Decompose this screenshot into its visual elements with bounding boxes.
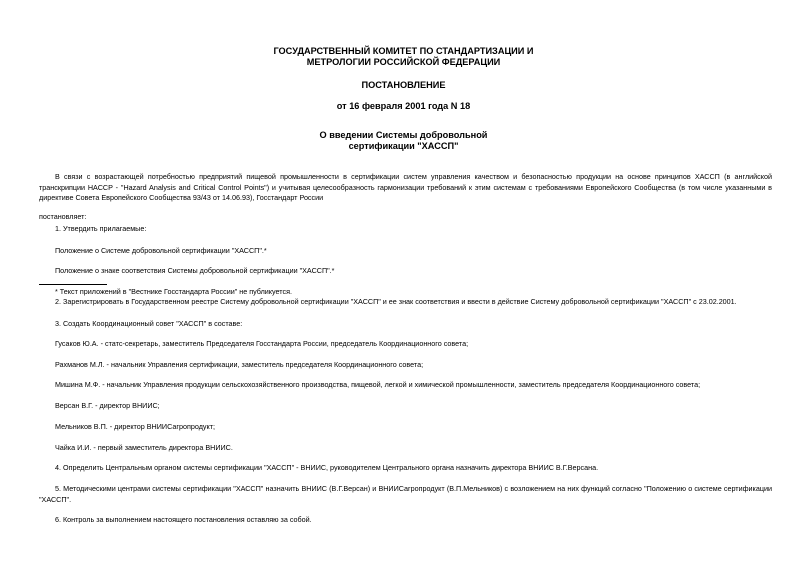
council-member: Мишина М.Ф. - начальник Управления продукции сельскохозяйственного производства, пищевой, легкой и химической промышленности, заместитель председателя Координационного совета;: [55, 380, 701, 389]
preamble-paragraph: В связи с возрастающей потребностью предприятий пищевой промышленности в сертификации систем управления качеством и безопасностью продукции на основе принципов ХАССП (в английской транскрипции НАССР - "Hazard Analysis and Critical Control Points") и учитывая целесообразность гармонизации требований к этим системам с требованиями Европейского Сообщества (в том числе указанными в директиве Совета Европейского Сообщества 93/43 от 14.06.93), Госстандарт России: [39, 172, 772, 202]
doc-type-heading: ПОСТАНОВЛЕНИЕ: [361, 80, 446, 90]
item-6: 6. Контроль за выполнением настоящего постановления оставляю за собой.: [55, 515, 312, 524]
council-member: Чайка И.И. - первый заместитель директора ВНИИС.: [55, 443, 233, 452]
org-title-line2: МЕТРОЛОГИИ РОССИЙСКОЙ ФЕДЕРАЦИИ: [306, 57, 501, 67]
item-4: 4. Определить Центральным органом системы сертификации "ХАССП" - ВНИИС, руководителем Центрального органа назначить директора ВНИИС В.Г.Версана.: [55, 463, 599, 472]
item-1-regulation-b: Положение о знаке соответствия Системы добровольной сертификации "ХАССП".*: [55, 266, 335, 275]
subject-heading-line1: О введении Системы добровольной: [319, 130, 488, 140]
item-5: 5. Методическими центрами системы сертификации "ХАССП" назначить ВНИИС (В.Г.Версан) и ВНИИСагропродукт (В.П.Мельников) с возложением на них функций согласно "Положению о системе сертификации "ХАССП".: [39, 484, 772, 504]
council-member: Рахманов М.Л. - начальник Управления сертификации, заместитель председателя Координационного совета;: [55, 360, 424, 369]
item-2: 2. Зарегистрировать в Государственном реестре Систему добровольной сертификации "ХАССП" и ее знак соответствия и ввести в действие Систему добровольной сертификации "ХАССП" с 23.02.2001.: [55, 297, 737, 306]
council-member: Мельников В.П. - директор ВНИИСагропродукт;: [55, 422, 215, 431]
item-1-regulation-a: Положение о Системе добровольной сертификации "ХАССП".*: [55, 246, 267, 255]
item-3: 3. Создать Координационный совет "ХАССП" в составе:: [55, 319, 243, 328]
org-title-line1: ГОСУДАРСТВЕННЫЙ КОМИТЕТ ПО СТАНДАРТИЗАЦИИ И: [273, 46, 534, 56]
item-1: 1. Утвердить прилагаемые:: [55, 224, 147, 233]
footnote-divider: [39, 284, 107, 285]
date-number-heading: от 16 февраля 2001 года N 18: [336, 101, 471, 111]
council-member: Гусаков Ю.А. - статс-секретарь, заместитель Председателя Госстандарта России, председатель Координационного совета;: [55, 339, 469, 348]
footnote: * Текст приложений в "Вестнике Госстандарта России" не публикуется.: [55, 287, 293, 296]
council-member: Версан В.Г. - директор ВНИИС;: [55, 401, 160, 410]
resolves-text: постановляет:: [39, 212, 87, 221]
subject-heading-line2: сертификации "ХАССП": [348, 141, 459, 151]
